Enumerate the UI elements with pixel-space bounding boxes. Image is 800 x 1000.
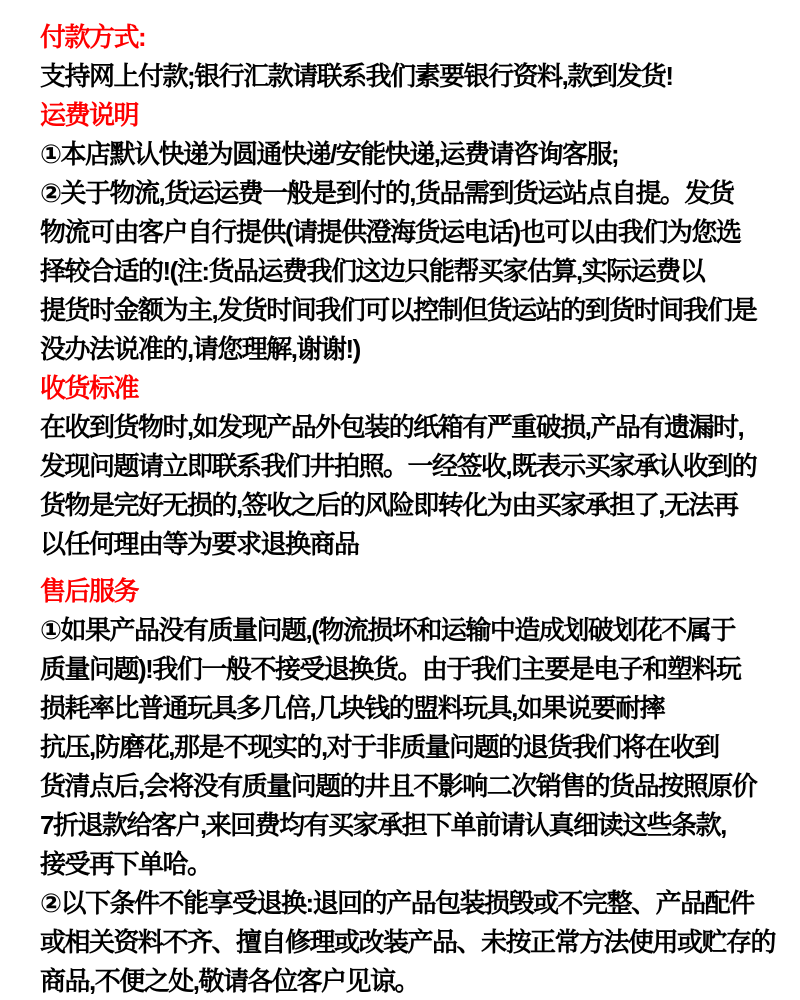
text-line: ②关于物流,货运运费一般是到付的,货品需到货运站点自提。发货 bbox=[40, 178, 734, 208]
text-line: 在收到货物时,如发现产品外包装的纸箱有严重破损,产品有遗漏时, bbox=[40, 412, 744, 442]
text-line: 接受再下单哈。 bbox=[40, 849, 212, 879]
text-line: 7折退款给客户,来回费均有买家承担下单前请认真细读这些条款, bbox=[40, 810, 726, 840]
text-line: ①本店默认快递为圆通快递/安能快递,运费请咨询客服; bbox=[40, 139, 619, 169]
text-line: 货物是完好无损的,签收之后的风险即转化为由买家承担了,无法再 bbox=[40, 490, 738, 520]
section-heading-shipping: 运费说明 bbox=[40, 100, 139, 130]
text-line: 或相关资料不齐、擅自修理或改装产品、未按正常方法使用或贮存的 bbox=[40, 927, 776, 957]
text-line: 支持网上付款;银行汇款请联系我们素要银行资料,款到发货! bbox=[40, 61, 673, 91]
text-line: 物流可由客户自行提供(请提供澄海货运电话)也可以由我们为您选 bbox=[40, 217, 741, 247]
text-line: 发现问题请立即联系我们井拍照。一经签收,既表示买家承认收到的 bbox=[40, 451, 757, 481]
text-line: 抗压,防磨花,那是不现实的,对于非质量问题的退货我们将在收到 bbox=[40, 732, 719, 762]
section-heading-aftersale: 售后服务 bbox=[40, 576, 139, 606]
text-line: 没办法说准的,请您理解,谢谢!) bbox=[40, 334, 360, 364]
text-line: ①如果产品没有质量问题,(物流损坏和运输中造成划破划花不属于 bbox=[40, 615, 735, 645]
text-line: 质量问题)!我们一般不接受退换货。由于我们主要是电子和塑料玩 bbox=[40, 654, 741, 684]
text-line: 损耗率比普通玩具多几倍,几块钱的盟料玩具,如果说要耐摔 bbox=[40, 693, 664, 723]
section-heading-payment: 付款方式: bbox=[40, 22, 146, 52]
text-line: 货清点后,会将没有质量问题的井且不影响二次销售的货品按照原价 bbox=[40, 771, 757, 801]
section-heading-receiving: 收货标准 bbox=[40, 373, 139, 403]
text-line: 以任何理由等为要求退换商品 bbox=[40, 529, 359, 559]
text-line: 提货时金额为主,发货时间我们可以控制但货运站的到货时间我们是 bbox=[40, 295, 757, 325]
text-line: 商品,不便之处,敬请各位客户见谅。 bbox=[40, 966, 419, 996]
text-line: 择较合适的!(注:货品运费我们这边只能帮买家估算,实际运费以 bbox=[40, 256, 705, 286]
text-line: ②以下条件不能享受退换:退回的产品包装损毁或不完整、产品配件 bbox=[40, 888, 754, 918]
